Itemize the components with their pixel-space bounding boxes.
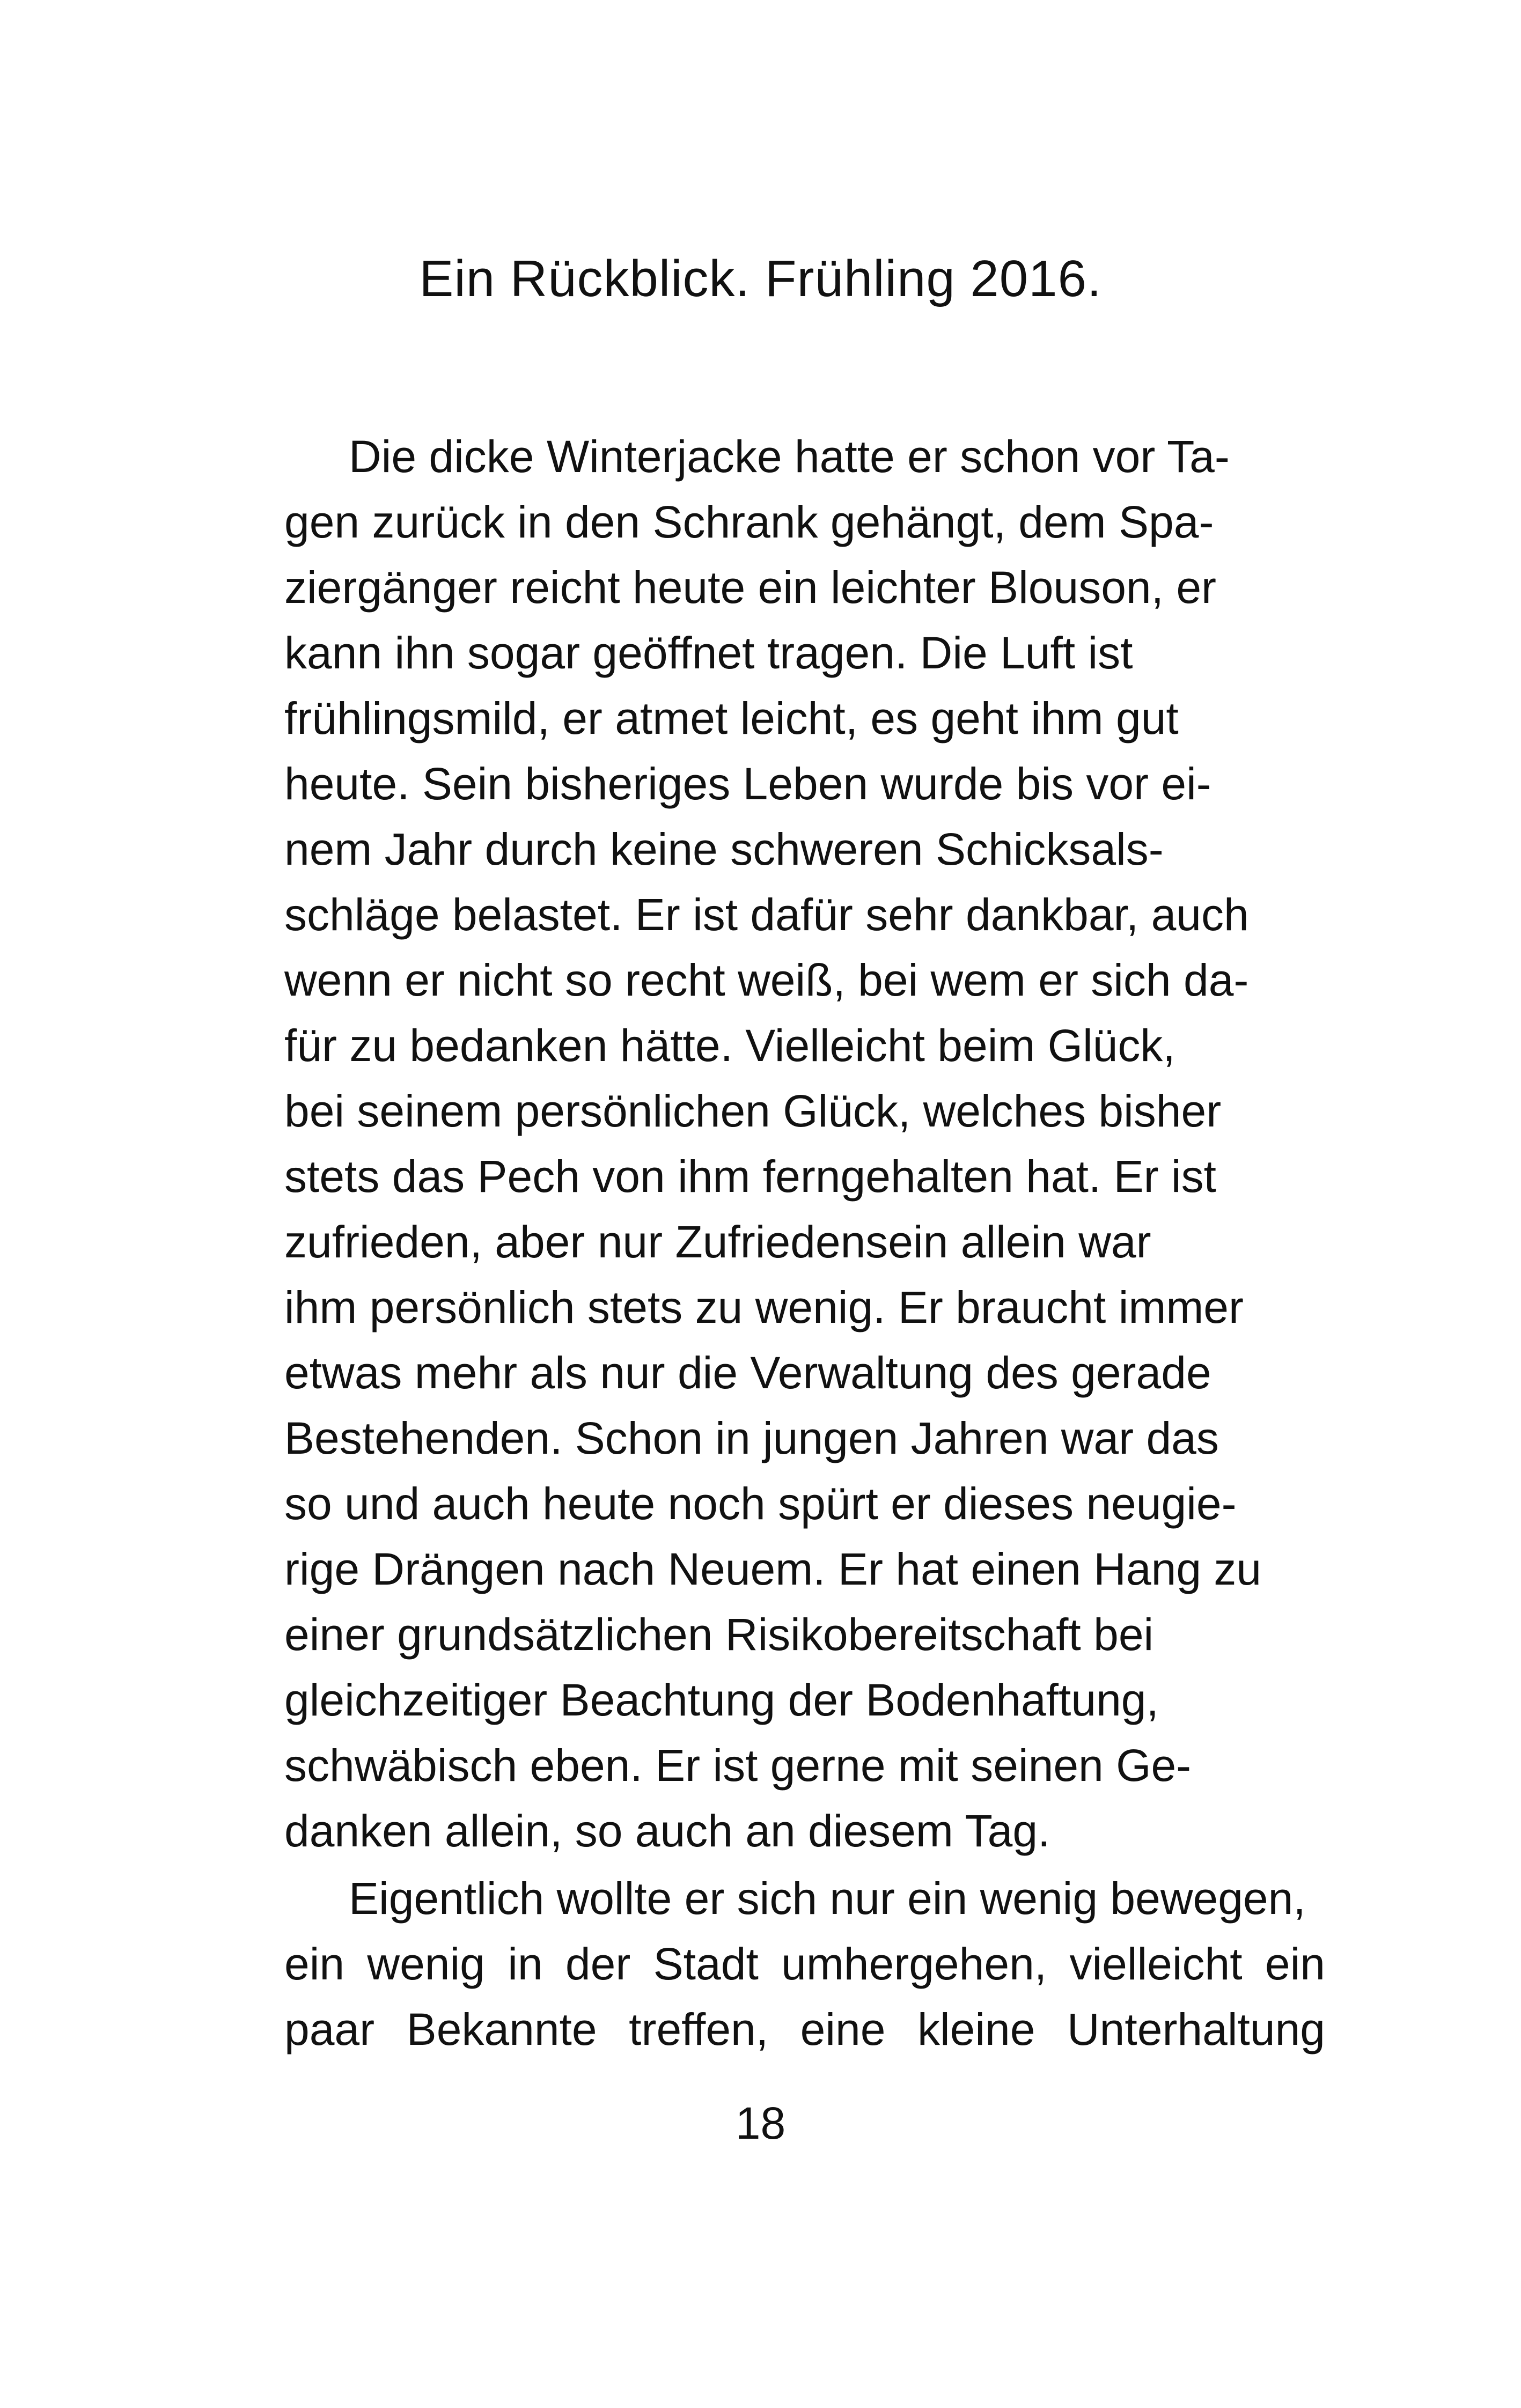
text-line: schwäbisch eben. Er ist gerne mit seinen Ge- bbox=[284, 1740, 1192, 1791]
text-line: ein wenig in der Stadt umhergehen, vielleicht ein bbox=[284, 1939, 1325, 1989]
text-line: wenn er nicht so recht weiß, bei wem er sich da- bbox=[284, 955, 1249, 1005]
text-line: etwas mehr als nur die Verwaltung des gerade bbox=[284, 1347, 1211, 1398]
text-line: frühlingsmild, er atmet leicht, es geht ihm gut bbox=[284, 693, 1179, 743]
text-line: gleichzeitiger Beachtung der Bodenhaftung, bbox=[284, 1675, 1159, 1725]
paragraph-1 bbox=[284, 424, 1325, 1864]
chapter-title: Ein Rückblick. Frühling 2016. bbox=[419, 250, 1102, 307]
text-line: nem Jahr durch keine schweren Schicksals- bbox=[284, 824, 1164, 874]
text-line: danken allein, so auch an diesem Tag. bbox=[284, 1806, 1050, 1856]
text-line: schläge belastet. Er ist dafür sehr dankbar, auch bbox=[284, 889, 1249, 940]
text-line: zufrieden, aber nur Zufriedensein allein war bbox=[284, 1217, 1151, 1267]
body-text bbox=[284, 424, 1325, 2062]
text-line: so und auch heute noch spürt er dieses neugie- bbox=[284, 1478, 1237, 1529]
paragraph-2 bbox=[284, 1866, 1325, 2062]
text-line: gen zurück in den Schrank gehängt, dem Spa- bbox=[284, 497, 1214, 547]
text-line: Bestehenden. Schon in jungen Jahren war das bbox=[284, 1413, 1219, 1463]
text-line: einer grundsätzlichen Risikobereitschaft bei bbox=[284, 1609, 1154, 1660]
text-line: heute. Sein bisheriges Leben wurde bis vor ei- bbox=[284, 759, 1211, 809]
text-line: kann ihn sogar geöffnet tragen. Die Luft ist bbox=[284, 628, 1133, 678]
text-line: ziergänger reicht heute ein leichter Blouson, er bbox=[284, 562, 1217, 613]
text-line: rige Drängen nach Neuem. Er hat einen Hang zu bbox=[284, 1544, 1262, 1594]
text-line: stets das Pech von ihm ferngehalten hat. Er ist bbox=[284, 1151, 1216, 1202]
text-line: bei seinem persönlichen Glück, welches bisher bbox=[284, 1086, 1222, 1136]
text-line: Die dicke Winterjacke hatte er schon vor Ta- bbox=[349, 431, 1230, 482]
text-line: Eigentlich wollte er sich nur ein wenig bewegen, bbox=[349, 1873, 1306, 1924]
text-line: für zu bedanken hätte. Vielleicht beim Glück, bbox=[284, 1020, 1175, 1071]
text-line: ihm persönlich stets zu wenig. Er braucht immer bbox=[284, 1282, 1244, 1332]
page-number: 18 bbox=[735, 2098, 786, 2148]
text-line: paar Bekannte treffen, eine kleine Unterhaltung bbox=[284, 2004, 1325, 2054]
